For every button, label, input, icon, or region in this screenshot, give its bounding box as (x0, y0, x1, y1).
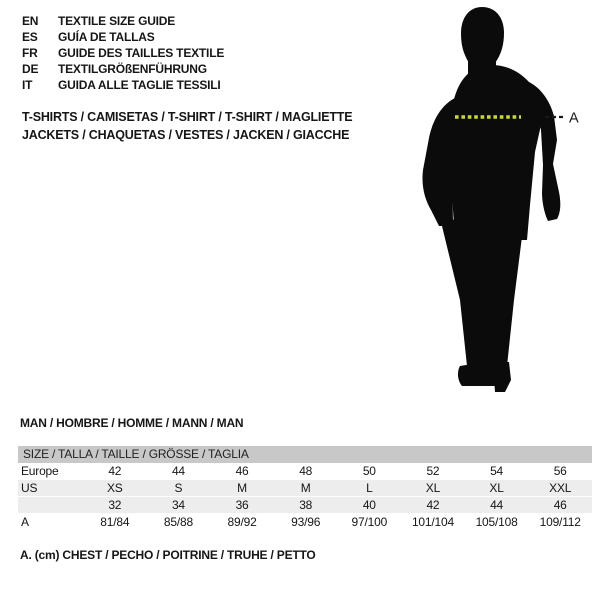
row-label: Europe (21, 464, 59, 478)
table-row (18, 463, 592, 480)
table-cell: 97/100 (351, 515, 388, 529)
table-row (18, 480, 592, 497)
language-code: IT (22, 78, 33, 92)
language-label: GUÍA DE TALLAS (58, 30, 155, 44)
table-cell: 109/112 (539, 515, 581, 529)
language-label: TEXTILGRÖßENFÜHRUNG (58, 62, 207, 76)
language-label: GUIDA ALLE TAGLIE TESSILI (58, 78, 221, 92)
table-cell: XL (425, 481, 441, 495)
table-cell: S (174, 481, 183, 495)
language-row (22, 29, 224, 45)
table-cell: 46 (553, 498, 567, 512)
table-cell: 40 (362, 498, 376, 512)
measurement-note: A. (cm) CHEST / PECHO / POITRINE / TRUHE / PETTO (20, 548, 316, 562)
table-cell: 42 (426, 498, 440, 512)
language-list (22, 13, 224, 93)
size-table (18, 446, 592, 531)
table-row (18, 497, 592, 514)
category-line: JACKETS / CHAQUETAS / VESTES / JACKEN / GIACCHE (22, 128, 350, 142)
table-cell: 101/104 (411, 515, 454, 529)
row-label (18, 497, 83, 514)
language-row (22, 45, 224, 61)
row-label: US (21, 481, 38, 495)
man-silhouette (405, 0, 600, 400)
table-cell: 85/88 (163, 515, 193, 529)
table-cell: 46 (235, 464, 249, 478)
table-cell: 38 (299, 498, 313, 512)
table-cell: 105/108 (475, 515, 518, 529)
table-cell: 42 (108, 464, 122, 478)
language-label: TEXTILE SIZE GUIDE (58, 14, 176, 28)
table-cell: 48 (299, 464, 313, 478)
table-cell: XXL (549, 481, 572, 495)
table-cell: 36 (235, 498, 249, 512)
table-cell: 56 (553, 464, 567, 478)
table-cell: XS (107, 481, 123, 495)
garment-categories (22, 108, 352, 144)
size-table-body (18, 463, 592, 531)
table-cell: 54 (490, 464, 504, 478)
section-title-man: MAN / HOMBRE / HOMME / MANN / MAN (20, 416, 244, 430)
language-code: DE (22, 62, 39, 76)
table-cell: 50 (362, 464, 376, 478)
table-cell: M (300, 481, 311, 495)
language-row (22, 13, 224, 29)
table-cell: 52 (426, 464, 440, 478)
table-row (18, 514, 592, 531)
table-cell: 81/84 (100, 515, 130, 529)
language-code: FR (22, 46, 38, 60)
language-row (22, 77, 224, 93)
table-cell: 44 (171, 464, 185, 478)
table-cell: 32 (108, 498, 122, 512)
table-cell: 44 (490, 498, 504, 512)
language-row (22, 61, 224, 77)
table-cell: M (237, 481, 247, 495)
row-label: A (21, 515, 29, 529)
table-cell: 34 (171, 498, 185, 512)
table-cell: L (366, 481, 373, 495)
language-label: GUIDE DES TAILLES TEXTILE (58, 46, 225, 60)
table-cell: XL (489, 481, 504, 495)
size-table-header: SIZE / TALLA / TAILLE / GRÖSSE / TAGLIA (18, 446, 592, 463)
table-cell: 89/92 (227, 515, 257, 529)
table-cell: 93/96 (291, 515, 321, 529)
language-code: ES (22, 30, 38, 44)
measure-label-a: A (569, 110, 579, 127)
man-silhouette-figure (405, 0, 600, 400)
category-line: T-SHIRTS / CAMISETAS / T-SHIRT / T-SHIRT / MAGLIETTE (22, 110, 353, 124)
silhouette-shape (422, 7, 560, 392)
language-code: EN (22, 14, 39, 28)
